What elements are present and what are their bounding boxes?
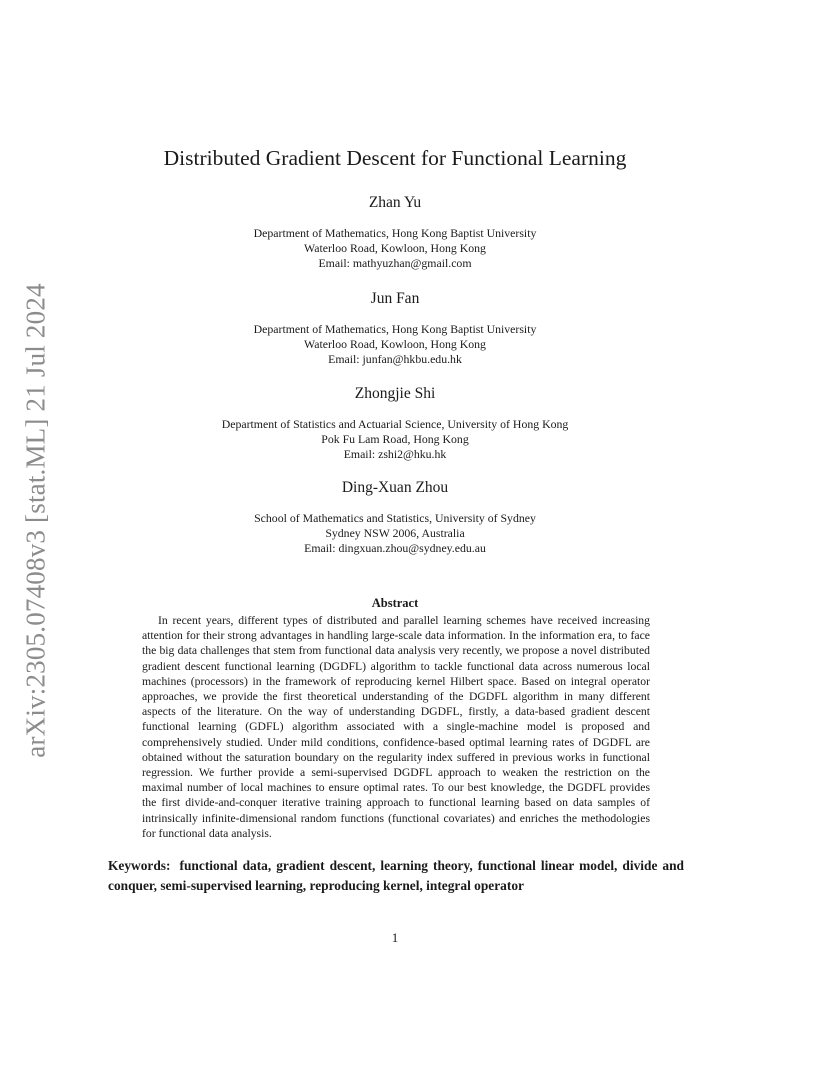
arxiv-identifier: arXiv:2305.07408v3 [stat.ML] 21 Jul 2024: [20, 282, 51, 758]
author-name: Zhongjie Shi: [354, 385, 436, 402]
author-block: [0, 385, 790, 462]
affiliation-line: Department of Mathematics, Hong Kong Baptist University: [253, 226, 537, 240]
author-email: Email: dingxuan.zhou@sydney.edu.au: [304, 541, 486, 555]
affiliation-line: Department of Mathematics, Hong Kong Baptist University: [253, 322, 537, 336]
author-name: Zhan Yu: [368, 194, 422, 211]
author-name: Ding-Xuan Zhou: [341, 479, 449, 496]
author-block: [0, 479, 790, 556]
author-name: Jun Fan: [370, 290, 420, 307]
affiliation-line: Waterloo Road, Kowloon, Hong Kong: [304, 241, 486, 255]
author-block: [0, 194, 790, 271]
author-email: Email: junfan@hkbu.edu.hk: [328, 352, 462, 366]
keywords: [108, 856, 684, 896]
keywords-label: Keywords:: [108, 858, 171, 873]
keywords-text: functional data, gradient descent, learning theory, functional linear model, divide and conquer, semi-supervised learning, reproducing kernel, integral operator: [108, 858, 684, 893]
affiliation-line: Sydney NSW 2006, Australia: [325, 526, 465, 540]
abstract-heading: Abstract: [371, 596, 419, 610]
affiliation-line: Pok Fu Lam Road, Hong Kong: [321, 432, 469, 446]
paper-title: Distributed Gradient Descent for Functional Learning: [163, 146, 627, 170]
abstract-text: In recent years, different types of distributed and parallel learning schemes have received increasing attention for their strong advantages in handling large-scale data information. In the information era, to face the big data challenges that stem from functional data analysis very recently, we propose a novel distributed gradient descent functional learning (DGDFL) algorithm to tackle functional data across numerous local machines (processors) in the framework of reproducing kernel Hilbert space. Based on integral operator approaches, we provide the first theoretical understanding of the DGDFL algorithm in many different aspects of the literature. On the way of understanding DGDFL, firstly, a data-based gradient descent functional learning (GDFL) algorithm associated with a single-machine model is proposed and comprehensively studied. Under mild conditions, confidence-based optimal learning rates of DGDFL are obtained without the saturation boundary on the regularity index suffered in previous works in functional regression. We further provide a semi-supervised DGDFL approach to weaken the restriction on the maximal number of local machines to ensure optimal rates. To our best knowledge, the DGDFL provides the first divide-and-conquer iterative training approach to functional learning based on data samples of intrinsically infinite-dimensional random functions (functional covariates) and enriches the methodologies for functional data analysis.: [142, 614, 650, 840]
page-number: 1: [391, 930, 399, 945]
affiliation-line: Department of Statistics and Actuarial Science, University of Hong Kong: [221, 417, 569, 431]
author-email: Email: zshi2@hku.hk: [343, 447, 447, 461]
author-block: [0, 290, 790, 367]
author-email: Email: mathyuzhan@gmail.com: [318, 256, 472, 270]
affiliation-line: School of Mathematics and Statistics, University of Sydney: [254, 511, 536, 525]
affiliation-line: Waterloo Road, Kowloon, Hong Kong: [304, 337, 486, 351]
